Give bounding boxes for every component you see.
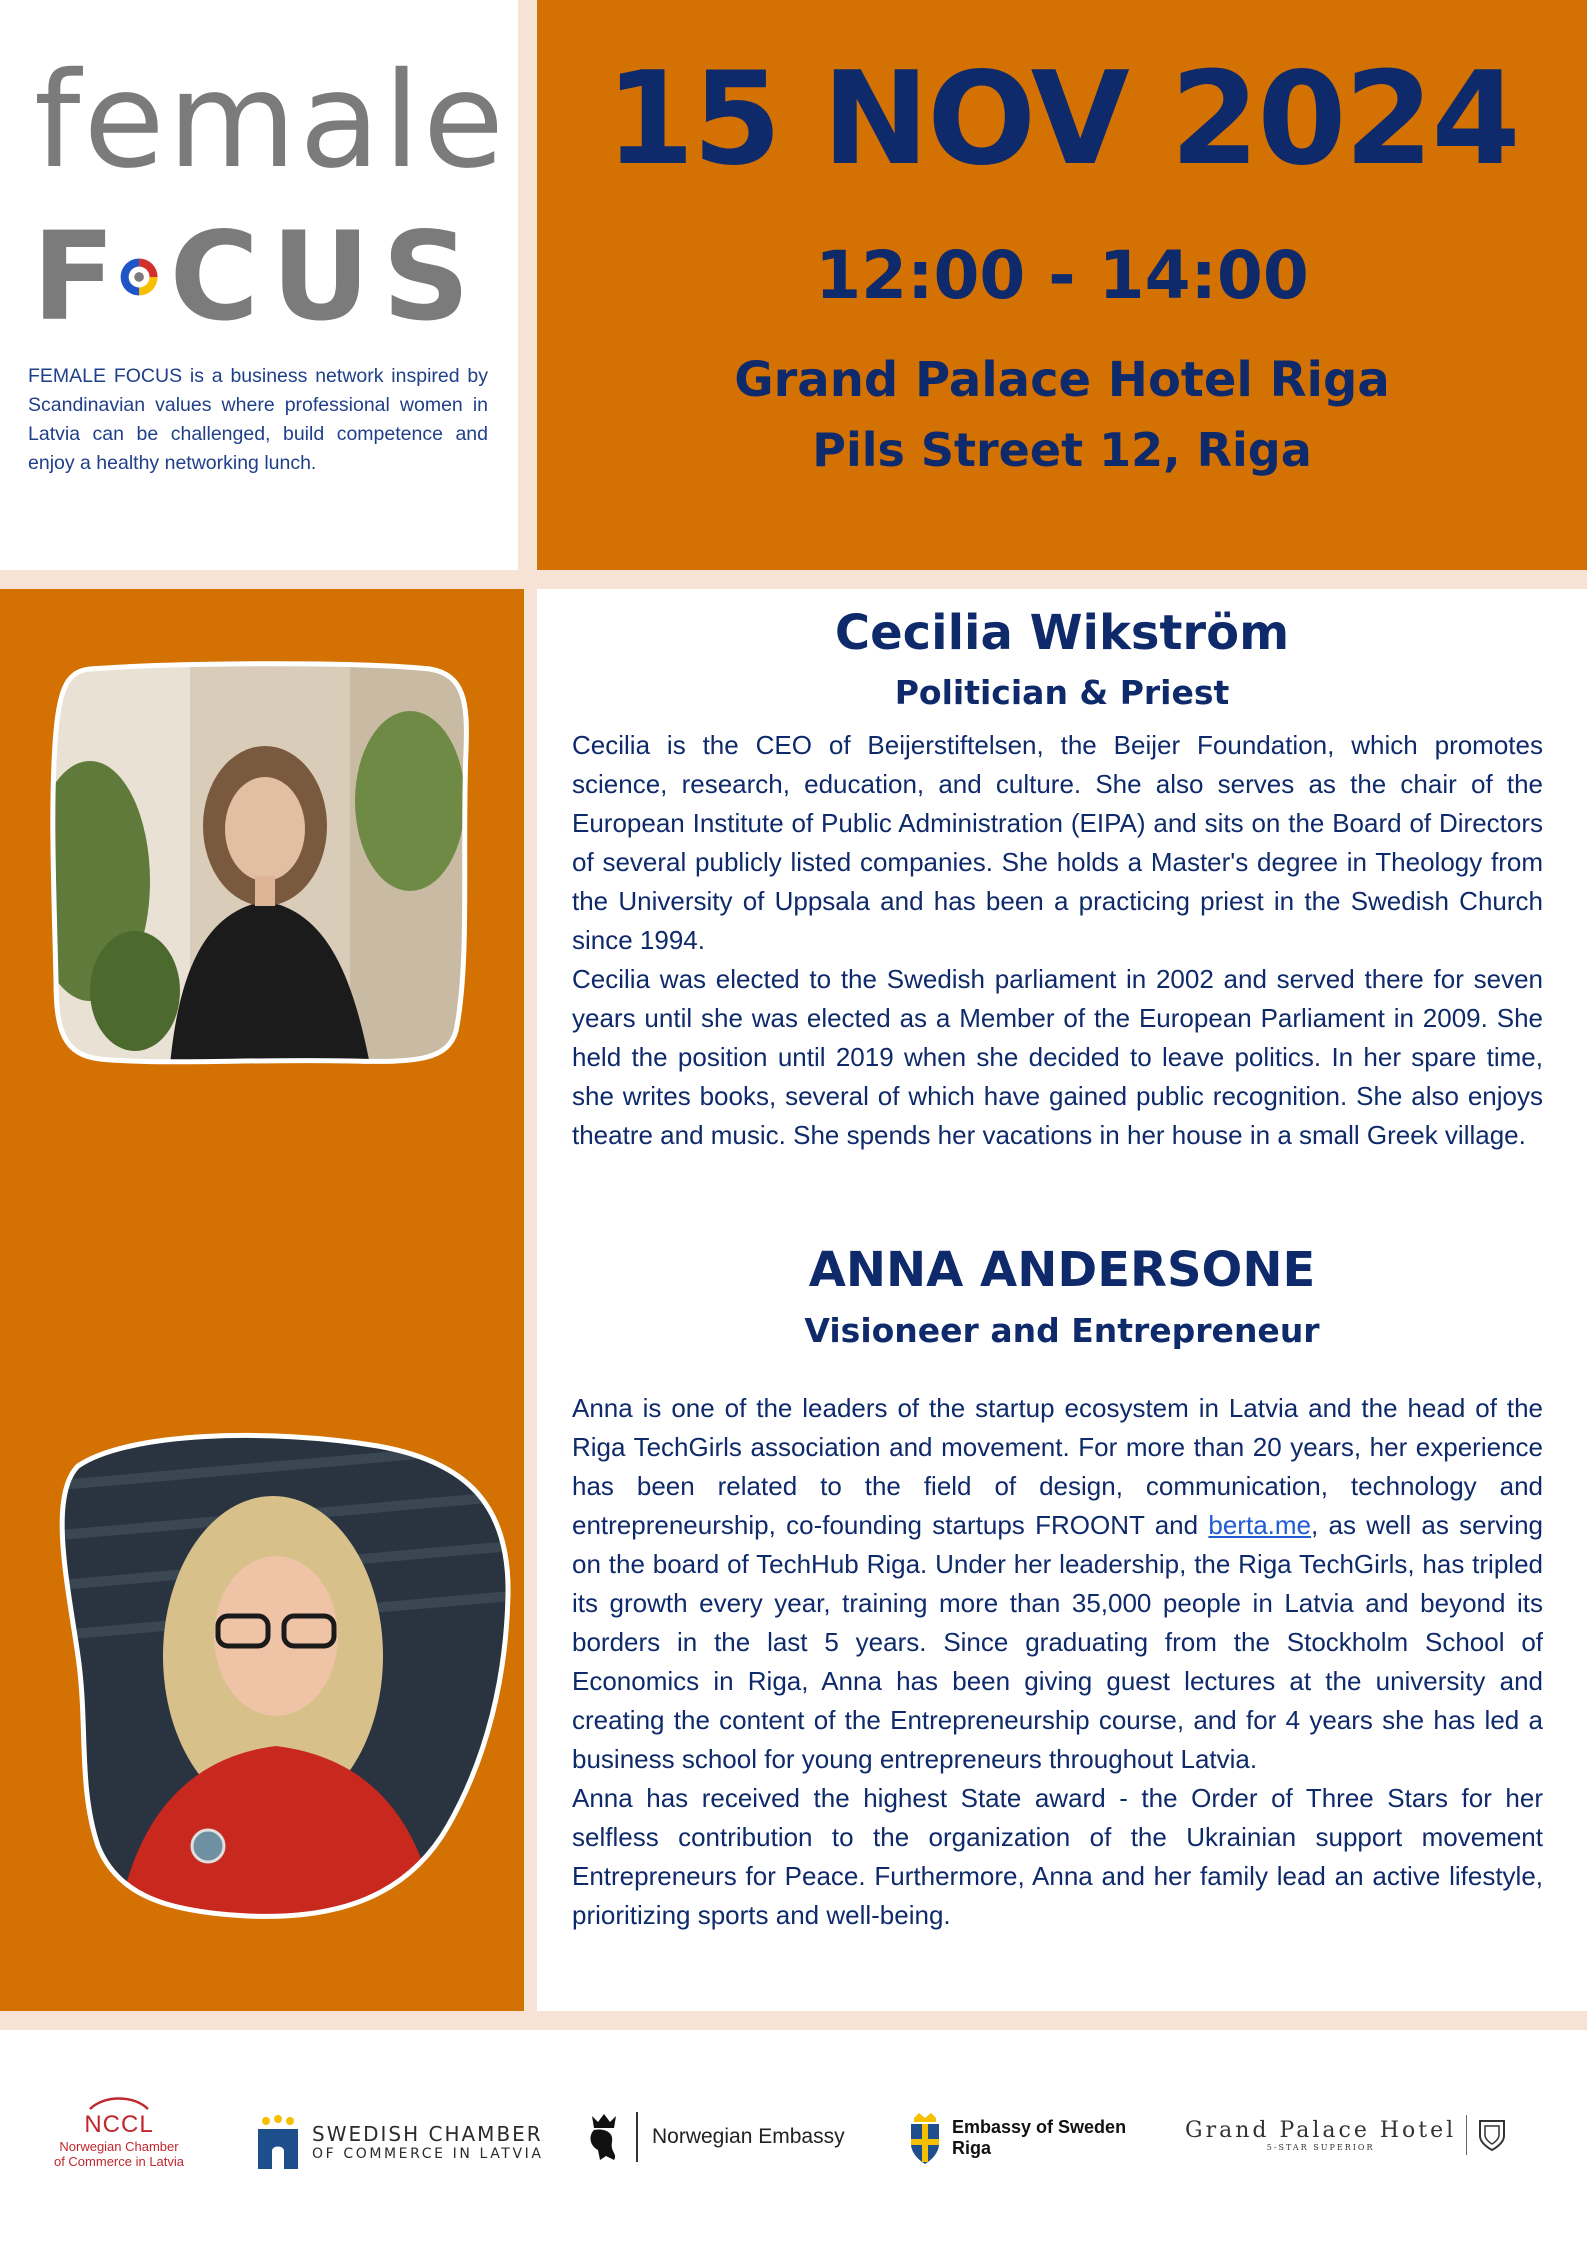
speaker-1-name: Cecilia Wikström: [834, 605, 1290, 661]
logo-focus-f: F: [32, 206, 116, 348]
speaker-2-bio-text-b: , as well as serving on the board of TechHub Riga. Under her leadership, the Riga TechGirls, has tripled its growth every year, training more than 35,000 people in Latvia and beyond its borders in the last 5 years. Since graduating from the Stockholm School of Economics in Riga, Anna has been giving guest lectures at the university and creating the content of the Entrepreneurship course, and for 4 years she has led a business school for young entrepreneurs throughout Latvia.: [572, 1510, 1543, 1774]
bio-panel: [537, 589, 1587, 2011]
grand-palace-hotel-tagline: 5-STAR SUPERIOR: [1266, 2143, 1375, 2152]
speaker-1-bio: [572, 726, 1543, 1155]
event-date: 15 NOV 2024: [605, 45, 1519, 194]
norwegian-embassy-text: Norwegian Embassy: [652, 2125, 845, 2148]
embassy-of-sweden-logo: [908, 2110, 1126, 2166]
sweden-crest-icon: [908, 2110, 942, 2166]
grand-palace-hotel-logo: [1185, 2115, 1507, 2155]
grand-palace-hotel-name: Grand Palace Hotel: [1185, 2118, 1457, 2143]
swedish-chamber-line-1: SWEDISH CHAMBER: [312, 2122, 543, 2146]
focus-target-icon: [119, 221, 159, 333]
swedish-chamber-crown-icon: [256, 2115, 300, 2169]
logo-panel: [0, 0, 518, 570]
about-text: FEMALE FOCUS is a business network inspired by Scandinavian values where professional women in Latvia can be challenged, build competence and enjoy a healthy networking lunch.: [28, 365, 488, 474]
nccl-line-2: of Commerce in Latvia: [53, 2154, 185, 2169]
speaker-1-bio-paragraph-2: Cecilia was elected to the Swedish parliament in 2002 and served there for seven years until she was elected as a Member of the European Parliament in 2009. She held the position until 2019 when she decided to leave politics. In her spare time, she writes books, several of which have gained public recognition. She also enjoys theatre and music. She spends her vacations in her house in a small Greek village.: [572, 964, 1543, 1150]
embassy-of-sweden-line-1: Embassy of Sweden: [952, 2117, 1127, 2137]
speaker-2-bio-paragraph-1: [572, 1389, 1543, 1779]
event-panel: [537, 0, 1587, 570]
event-venue: Grand Palace Hotel Riga: [734, 352, 1390, 408]
logo-focus: [32, 206, 482, 348]
embassy-of-sweden-line-2: Riga: [952, 2138, 992, 2158]
anna-photo: [48, 1426, 512, 1920]
event-address: Pils Street 12, Riga: [812, 423, 1312, 477]
berta-link[interactable]: berta.me: [1208, 1510, 1311, 1540]
grand-palace-divider: [1466, 2115, 1467, 2155]
swedish-chamber-line-2: OF COMMERCE IN LATVIA: [312, 2146, 544, 2162]
nccl-line-1: Norwegian Chamber: [59, 2139, 179, 2154]
speaker-2-bio: [572, 1389, 1543, 1935]
norway-divider: [636, 2112, 638, 2162]
norwegian-embassy-logo: [584, 2112, 845, 2162]
swedish-chamber-logo: [256, 2115, 544, 2169]
speaker-2-role: Visioneer and Entrepreneur: [804, 1311, 1320, 1350]
speaker-2-bio-text-a: Anna is one of the leaders of the startup ecosystem in Latvia and the head of the Riga TechGirls association and movement. For more than 20 years, her experience has been related to the field of design, communication, technology and entrepreneurship, co-founding startups FROONT and: [572, 1393, 1543, 1540]
speaker-1-role: Politician & Priest: [894, 673, 1230, 712]
speaker-2-name: ANNA ANDERSONE: [808, 1242, 1316, 1298]
event-time: 12:00 - 14:00: [815, 237, 1309, 314]
nccl-logo: [44, 2095, 194, 2169]
grand-palace-shield-icon: [1477, 2118, 1507, 2152]
norway-lion-icon: [584, 2112, 624, 2162]
logo-female-text: female: [34, 44, 508, 198]
nccl-arc-icon: [84, 2095, 154, 2111]
speaker-2-bio-paragraph-2: Anna has received the highest State award - the Order of Three Stars for her selfless contribution to the organization of the Ukrainian support movement Entrepreneurs for Peace. Furthermore, Anna and her family lead an active lifestyle, prioritizing sports and well-being.: [572, 1783, 1543, 1930]
cecilia-photo: [50, 661, 470, 1065]
logo-focus-rest: CUS: [169, 206, 482, 348]
nccl-abbr: NCCL: [84, 2111, 154, 2138]
speaker-1-bio-paragraph-1: Cecilia is the CEO of Beijerstiftelsen, the Beijer Foundation, which promotes science, research, education, and culture. She also serves as the chair of the European Institute of Public Administration (EIPA) and sits on the Board of Directors of several publicly listed companies. She holds a Master's degree in Theology from the University of Uppsala and has been a practicing priest in the Swedish Church since 1994.: [572, 730, 1543, 955]
